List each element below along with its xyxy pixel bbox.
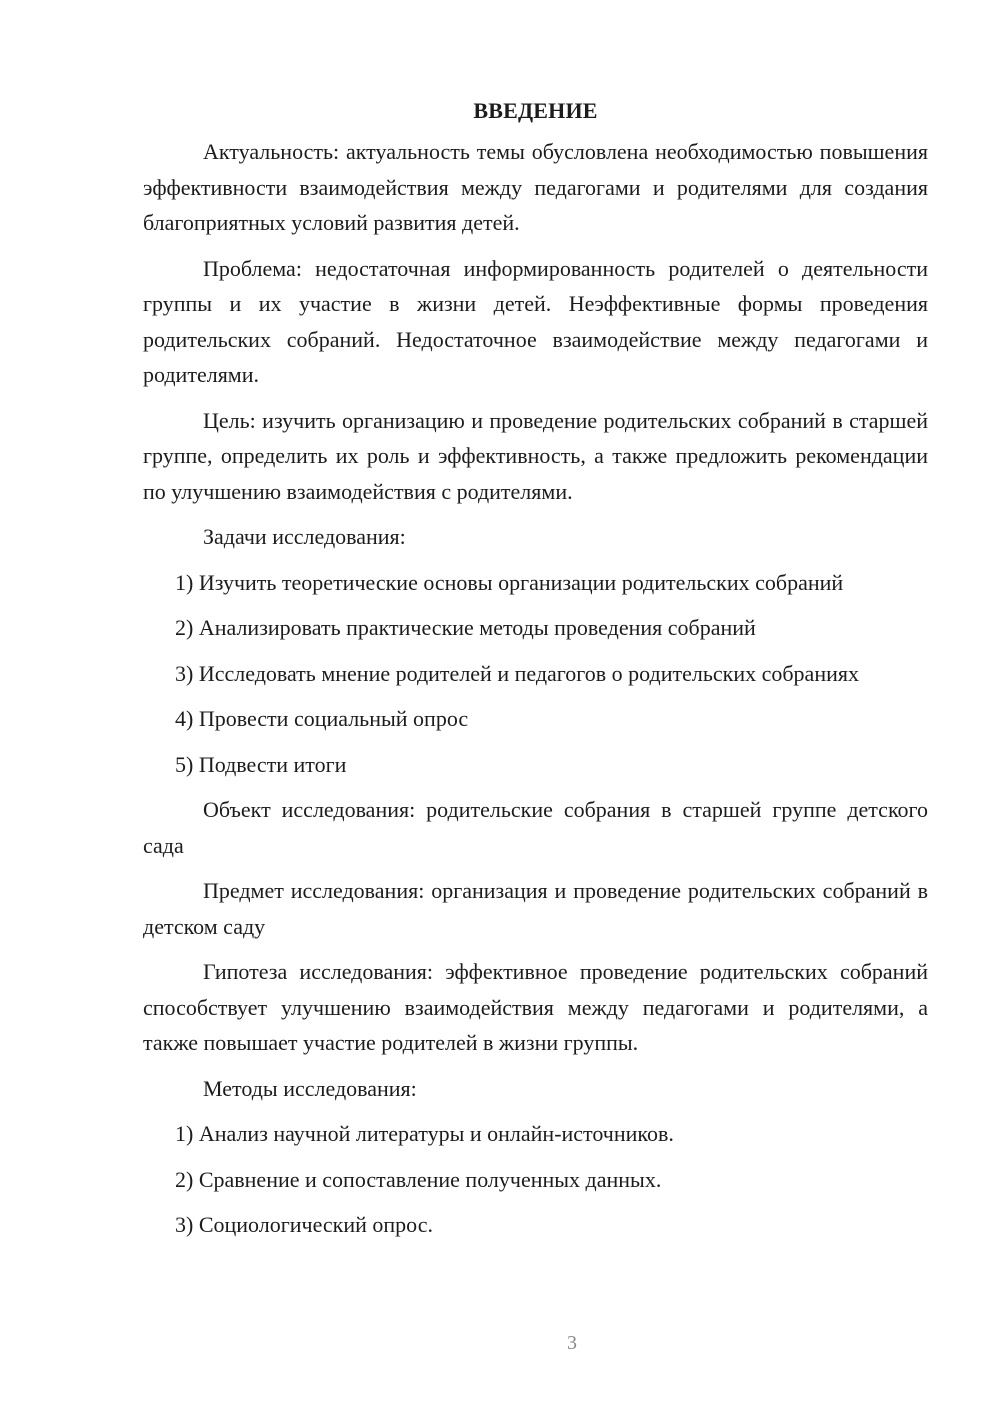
list-item-method-2: 2) Сравнение и сопоставление полученных данных.: [175, 1166, 662, 1192]
list-item-task-2: 2) Анализировать практические методы проведения собраний: [175, 615, 756, 640]
paragraph-subject: Предмет исследования: организация и проведение родительских собраний в детском саду: [143, 878, 928, 939]
list-item-task-4: 4) Провести социальный опрос: [175, 706, 469, 731]
list-item-method-1: 1) Анализ научной литературы и онлайн-источников.: [175, 1121, 674, 1146]
paragraph-object: Объект исследования: родительские собрания в старшей группе детского сада: [143, 797, 928, 858]
page-title: ВВЕДЕНИЕ: [473, 98, 598, 123]
list-item-task-5: 5) Подвести итоги: [175, 751, 347, 777]
document-body: [143, 93, 928, 1243]
tasks-heading: Задачи исследования:: [203, 524, 406, 549]
methods-heading: Методы исследования:: [203, 1075, 417, 1101]
paragraph-relevance: Актуальность: актуальность темы обусловлена необходимостью повышения эффективности взаимодействия между педагогами и родителями для создания благоприятных условий развития детей.: [143, 139, 928, 235]
list-item-task-3: 3) Исследовать мнение родителей и педагогов о родительских собраниях: [175, 660, 859, 686]
paragraph-hypothesis: Гипотеза исследования: эффективное проведение родительских собраний способствует улучшению взаимодействия между педагогами и родителями, а также повышает участие родителей в жизни группы.: [143, 959, 928, 1055]
paragraph-goal: Цель: изучить организацию и проведение родительских собраний в старшей группе, определить их роль и эффективность, а также предложить рекомендации по улучшению взаимодействия с родителями.: [143, 407, 928, 504]
list-item-task-1: 1) Изучить теоретические основы организации родительских собраний: [175, 569, 844, 595]
paragraph-problem: Проблема: недостаточная информированность родителей о деятельности группы и их участие в жизни детей. Неэффективные формы проведения родительских собраний. Недостаточное взаимодействие между педагогами и родителями.: [143, 255, 928, 387]
list-item-method-3: 3) Социологический опрос.: [175, 1212, 433, 1237]
page-number: 3: [567, 1332, 577, 1354]
